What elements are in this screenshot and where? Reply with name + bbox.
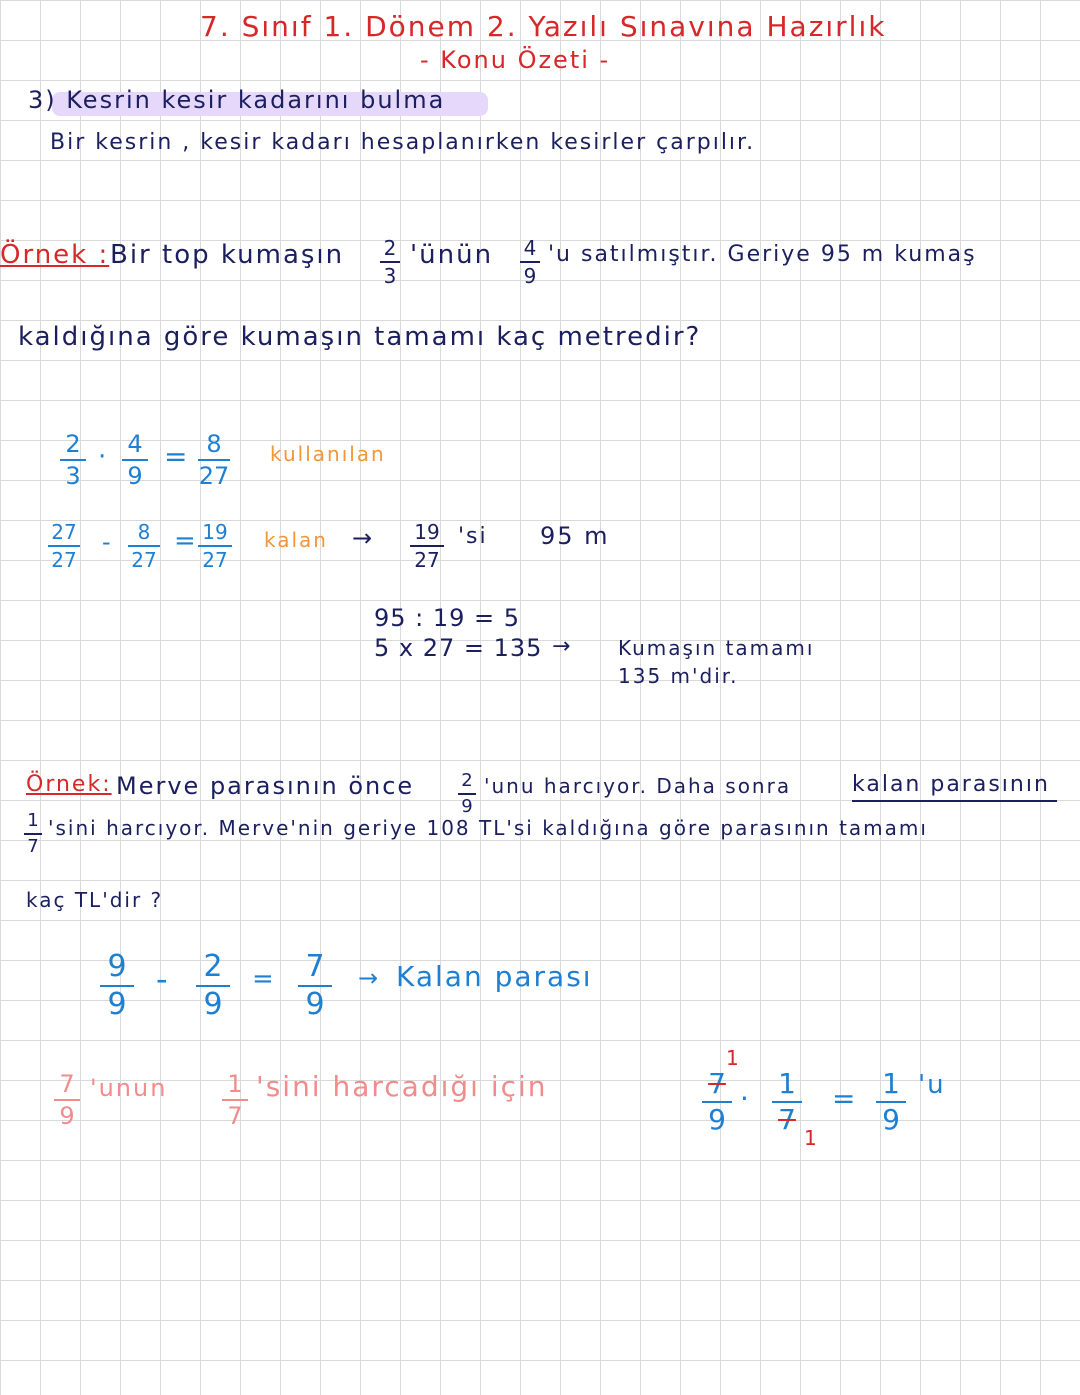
example1-question-part3: 'u satılmıştır. Geriye 95 m kumaş	[548, 242, 977, 267]
fraction-numerator: 1	[227, 1070, 243, 1098]
example1-fraction-a	[380, 238, 400, 286]
fraction-denominator: 9	[882, 1103, 900, 1136]
fraction-denominator: 7	[227, 1102, 243, 1130]
arrow-icon: →	[352, 524, 375, 552]
fraction-bar	[458, 793, 476, 795]
example2-question-part2: 'unu harcıyor. Daha sonra	[484, 774, 792, 798]
fraction-denominator: 9	[708, 1103, 726, 1136]
calc2-operator: -	[102, 528, 113, 556]
calc2-result	[198, 522, 232, 570]
calc1-equals: =	[164, 440, 190, 473]
fraction-bar	[128, 545, 160, 547]
example2-fraction-b	[24, 812, 42, 856]
fraction-bar	[410, 545, 444, 547]
fraction-numerator: 1	[778, 1067, 796, 1100]
arrow-icon: →	[358, 964, 381, 992]
example1-fraction-b	[520, 238, 540, 286]
ex2-calc2-mult-result	[876, 1067, 906, 1136]
fraction-bar	[24, 833, 42, 835]
example1-question-part2: 'ünün	[410, 240, 494, 270]
ex2-calc2-text1: 'unun	[90, 1074, 168, 1102]
fraction-bar	[198, 545, 232, 547]
fraction-denominator: 27	[198, 462, 230, 490]
fraction-denominator: 9	[523, 264, 537, 288]
calc2-fraction-2	[128, 522, 160, 570]
fraction-numerator: 9	[107, 949, 127, 984]
fraction-numerator: 2	[65, 430, 81, 458]
calc2-fraction-3	[410, 522, 444, 570]
fraction-bar	[198, 459, 230, 461]
fraction-denominator: 27	[414, 548, 440, 572]
calc1-result	[198, 432, 230, 488]
ex2-calc2-mult-suffix: 'u	[918, 1070, 946, 1100]
cancel-mark-bottom: 1	[804, 1126, 819, 1150]
fraction-numerator: 7	[708, 1067, 726, 1100]
example2-question-part2b: kalan parasının	[852, 772, 1050, 797]
calc2-value: 95 m	[540, 522, 610, 550]
example1-question-part1: Bir top kumaşın	[110, 240, 345, 270]
section-heading: 3) Kesrin kesir kadarını bulma	[28, 86, 446, 114]
example1-label: Örnek :	[0, 240, 110, 270]
calc3-answer1: Kumaşın tamamı	[618, 636, 815, 660]
cancel-mark-top: 1	[726, 1046, 741, 1070]
underline	[852, 800, 1057, 802]
fraction-numerator: 4	[523, 236, 537, 260]
fraction-denominator: 27	[202, 548, 228, 572]
ex2-calc1-fraction-1	[100, 949, 134, 1022]
fraction-denominator: 9	[107, 987, 127, 1022]
calc3-answer2: 135 m'dir.	[618, 664, 739, 688]
ex2-calc2-mult-operator: ·	[740, 1082, 751, 1115]
fraction-numerator: 2	[461, 770, 473, 791]
fraction-denominator: 27	[51, 548, 77, 572]
ex2-calc2-text2: 'sini harcadığı için	[256, 1070, 548, 1103]
calc2-fraction-1	[48, 522, 80, 570]
calc1-operator: ·	[98, 442, 109, 472]
fraction-numerator: 19	[202, 520, 228, 544]
example2-question-line3: kaç TL'dir ?	[26, 888, 164, 912]
ex2-calc1-fraction-2	[196, 949, 230, 1022]
fraction-denominator: 9	[127, 462, 143, 490]
fraction-bar	[54, 1099, 80, 1101]
page-subtitle: - Konu Özeti -	[420, 46, 611, 74]
fraction-numerator: 19	[414, 520, 440, 544]
fraction-bar	[380, 261, 400, 263]
fraction-numerator: 7	[305, 949, 325, 984]
fraction-numerator: 1	[27, 810, 39, 831]
fraction-numerator: 8	[137, 520, 151, 544]
calc1-fraction-1	[60, 432, 86, 488]
ex2-calc2-mult-fraction-2	[772, 1067, 802, 1136]
calc1-fraction-2	[122, 432, 148, 488]
ex2-calc1-result	[298, 949, 332, 1022]
example2-question-part1: Merve parasının önce	[116, 772, 415, 800]
fraction-denominator: 9	[59, 1102, 75, 1130]
example2-question-line2: 'sini harcıyor. Merve'nin geriye 108 TL'si kaldığına göre parasının tamamı	[48, 816, 928, 840]
section-rule: Bir kesrin , kesir kadarı hesaplanırken kesirler çarpılır.	[50, 130, 756, 155]
fraction-denominator: 3	[383, 264, 397, 288]
ex2-calc1-note: Kalan parası	[396, 960, 593, 993]
fraction-bar	[222, 1099, 248, 1101]
fraction-denominator: 9	[203, 987, 223, 1022]
ex2-calc2-fraction-1	[54, 1072, 80, 1128]
fraction-numerator: 1	[882, 1067, 900, 1100]
ex2-calc2-mult-equals: =	[832, 1082, 858, 1115]
calc2-suffix: 'si	[458, 524, 488, 549]
fraction-denominator: 9	[305, 987, 325, 1022]
fraction-numerator: 8	[206, 430, 222, 458]
fraction-numerator: 7	[59, 1070, 75, 1098]
fraction-denominator: 7	[778, 1103, 796, 1136]
fraction-numerator: 2	[203, 949, 223, 984]
calc1-note: kullanılan	[270, 442, 386, 466]
fraction-numerator: 4	[127, 430, 143, 458]
fraction-denominator: 27	[131, 548, 157, 572]
calc3-line1: 95 : 19 = 5	[374, 604, 521, 632]
fraction-numerator: 2	[383, 236, 397, 260]
fraction-denominator: 7	[27, 836, 39, 857]
ex2-calc1-operator: -	[156, 960, 170, 998]
ex2-calc1-equals: =	[252, 964, 276, 994]
calc2-equals: =	[174, 526, 198, 556]
calc2-note: kalan	[264, 528, 328, 552]
page-title: 7. Sınıf 1. Dönem 2. Yazılı Sınavına Hazırlık	[200, 10, 887, 43]
fraction-bar	[520, 261, 540, 263]
fraction-bar	[48, 545, 80, 547]
example2-fraction-a	[458, 772, 476, 816]
example1-question-line2: kaldığına göre kumaşın tamamı kaç metredir?	[18, 322, 702, 352]
ex2-calc2-fraction-2	[222, 1072, 248, 1128]
fraction-denominator: 3	[65, 462, 81, 490]
calc3-line2: 5 x 27 = 135	[374, 634, 543, 662]
fraction-denominator: 9	[461, 796, 473, 817]
fraction-numerator: 27	[51, 520, 77, 544]
fraction-bar	[60, 459, 86, 461]
arrow-icon: →	[552, 634, 573, 659]
fraction-bar	[122, 459, 148, 461]
example2-label: Örnek:	[26, 772, 112, 797]
ex2-calc2-mult-fraction-1	[702, 1067, 732, 1136]
